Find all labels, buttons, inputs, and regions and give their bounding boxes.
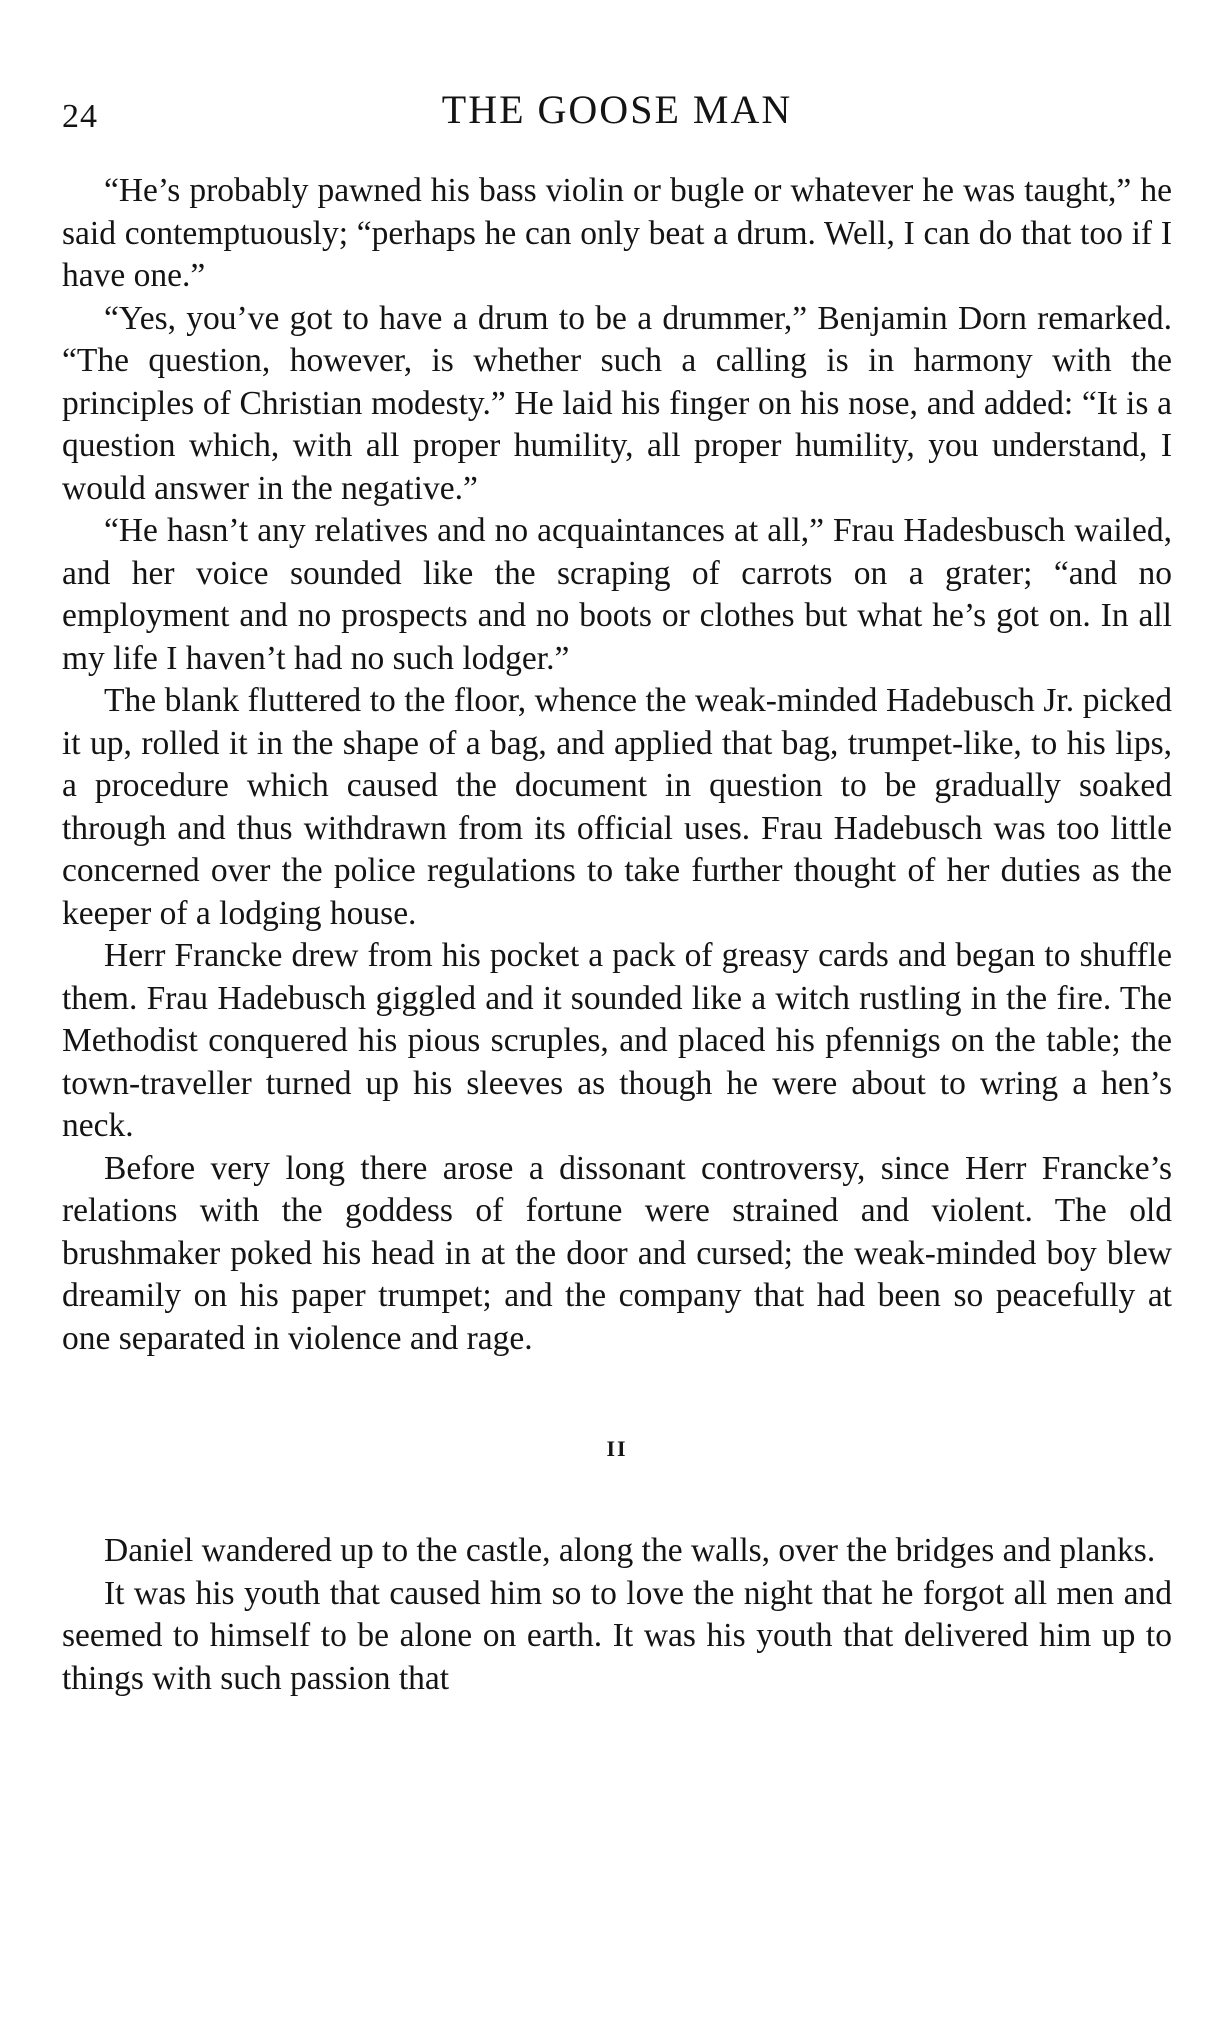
paragraph: Before very long there arose a dissonant controversy, since Herr Francke’s relations with the goddess of fortune were strained and violent. The old brushmaker poked his head in at the door and cursed; the weak-minded boy blew dreamily on his paper trumpet; and the company that had been so peacefully at one separated in violence and rage.	[62, 1149, 1172, 1357]
paragraph: Herr Francke drew from his pocket a pack of greasy cards and began to shuffle them. Frau Hadebusch giggled and it sounded like a witch rustling in the fire. The Methodist conquered his pious scruples, and placed his pfennigs on the table; the town-traveller turned up his sleeves as though he were about to wring a hen’s neck.	[62, 937, 1172, 1144]
running-title: THE GOOSE MAN	[441, 87, 793, 132]
page-number: 24	[62, 98, 98, 135]
paragraph: “He hasn’t any relatives and no acquaintances at all,” Frau Hadesbusch wailed, and her voice sounded like the scraping of carrots on a grater; “and no employment and no prospects and no boots or clothes but what he’s got on. In all my life I haven’t had no such lodger.”	[62, 512, 1172, 677]
paragraph: “Yes, you’ve got to have a drum to be a drummer,” Benjamin Dorn remarked. “The question, however, is whether such a calling is in harmony with the principles of Christian modesty.” He laid his finger on his nose, and added: “It is a question which, with all proper humility, all proper humility, you understand, I would answer in the negative.”	[62, 299, 1172, 507]
paragraph: The blank fluttered to the floor, whence the weak-minded Hadebusch Jr. picked it up, rolled it in the shape of a bag, and applied that bag, trumpet-like, to his lips, a procedure which caused the document in question to be gradually soaked through and thus withdrawn from its official uses. Frau Hadebusch was too little concerned over the police regulations to take further thought of her duties as the keeper of a lodging house.	[62, 682, 1172, 932]
page-header	[62, 86, 1172, 146]
body-text	[62, 170, 1172, 1700]
paragraph: It was his youth that caused him so to love the night that he forgot all men and seemed to himself to be alone on earth. It was his youth that delivered him up to things with such passion that	[62, 1574, 1172, 1697]
paragraph: “He’s probably pawned his bass violin or bugle or whatever he was taught,” he said contemptuously; “perhaps he can only beat a drum. Well, I can do that too if I have one.”	[62, 172, 1172, 294]
paragraph: Daniel wandered up to the castle, along the walls, over the bridges and planks.	[104, 1532, 1156, 1569]
section-numeral: II	[606, 1436, 628, 1461]
